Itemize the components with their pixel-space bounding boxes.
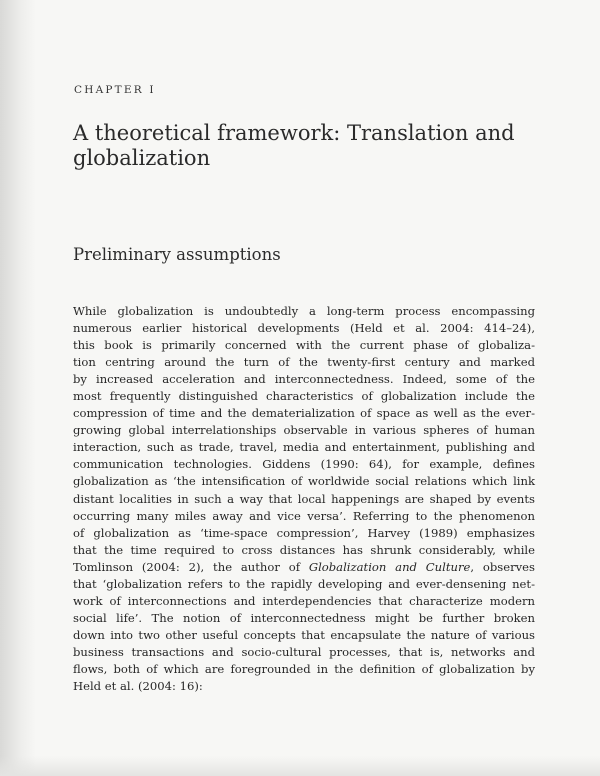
paragraph-line: work of interconnections and interdependencies that characterize modern bbox=[73, 593, 535, 608]
paragraph-line: distant localities in such a way that local happenings are shaped by events bbox=[73, 491, 535, 506]
paragraph-line: that ‘globalization refers to the rapidly developing and ever-densening net- bbox=[73, 576, 535, 591]
paragraph-line: While globalization is undoubtedly a long-term process encompassing bbox=[73, 304, 535, 318]
chapter-title-line-1: A theoretical framework: Translation and bbox=[73, 121, 515, 145]
paragraph-line: down into two other useful concepts that encapsulate the nature of various bbox=[73, 627, 535, 642]
paragraph-line: by increased acceleration and interconnectedness. Indeed, some of the bbox=[73, 372, 535, 387]
page-gutter-shadow bbox=[0, 0, 36, 776]
book-title-italic: Globalization and Culture bbox=[308, 559, 471, 574]
paragraph-line: globalization as ‘the intensification of worldwide social relations which link bbox=[73, 474, 535, 489]
paragraph-line: growing global interrelationships observable in various spheres of human bbox=[73, 423, 535, 438]
paragraph-line: social life’. The notion of interconnectedness might be further broken bbox=[73, 610, 535, 625]
page-bottom-edge bbox=[0, 756, 600, 776]
paragraph-line: flows, both of which are foregrounded in the definition of globalization by bbox=[73, 661, 535, 676]
paragraph-line-with-title bbox=[73, 559, 535, 576]
section-title: Preliminary assumptions bbox=[73, 245, 281, 264]
paragraph-line: Held et al. (2004: 16): bbox=[73, 679, 203, 694]
paragraph-line: that the time required to cross distances has shrunk considerably, while bbox=[73, 542, 535, 557]
paragraph-line: tion centring around the turn of the twenty-first century and marked bbox=[73, 355, 535, 370]
paragraph-line-start: Tomlinson (2004: 2), the author of bbox=[73, 559, 309, 574]
paragraph-line: communication technologies. Giddens (1990: 64), for example, defines bbox=[73, 457, 535, 472]
paragraph-line: most frequently distinguished characteristics of globalization include the bbox=[73, 389, 535, 404]
paragraph-line-end: , observes bbox=[470, 559, 535, 574]
chapter-title-line-2: globalization bbox=[73, 146, 211, 170]
paragraph-line: business transactions and socio-cultural processes, that is, networks and bbox=[73, 644, 535, 659]
body-paragraph bbox=[73, 303, 535, 695]
paragraph-line: interaction, such as trade, travel, media and entertainment, publishing and bbox=[73, 440, 535, 455]
paragraph-line: occurring many miles away and vice versa’. Referring to the phenomenon bbox=[73, 508, 535, 523]
paragraph-line: numerous earlier historical developments (Held et al. 2004: 414–24), bbox=[73, 321, 535, 336]
chapter-title bbox=[73, 121, 533, 171]
paragraph-line: of globalization as ‘time-space compression’, Harvey (1989) emphasizes bbox=[73, 525, 535, 540]
paragraph-line: compression of time and the dematerialization of space as well as the ever- bbox=[73, 406, 535, 421]
chapter-label: CHAPTER I bbox=[74, 84, 156, 96]
paragraph-line: this book is primarily concerned with the current phase of globaliza- bbox=[73, 338, 535, 353]
